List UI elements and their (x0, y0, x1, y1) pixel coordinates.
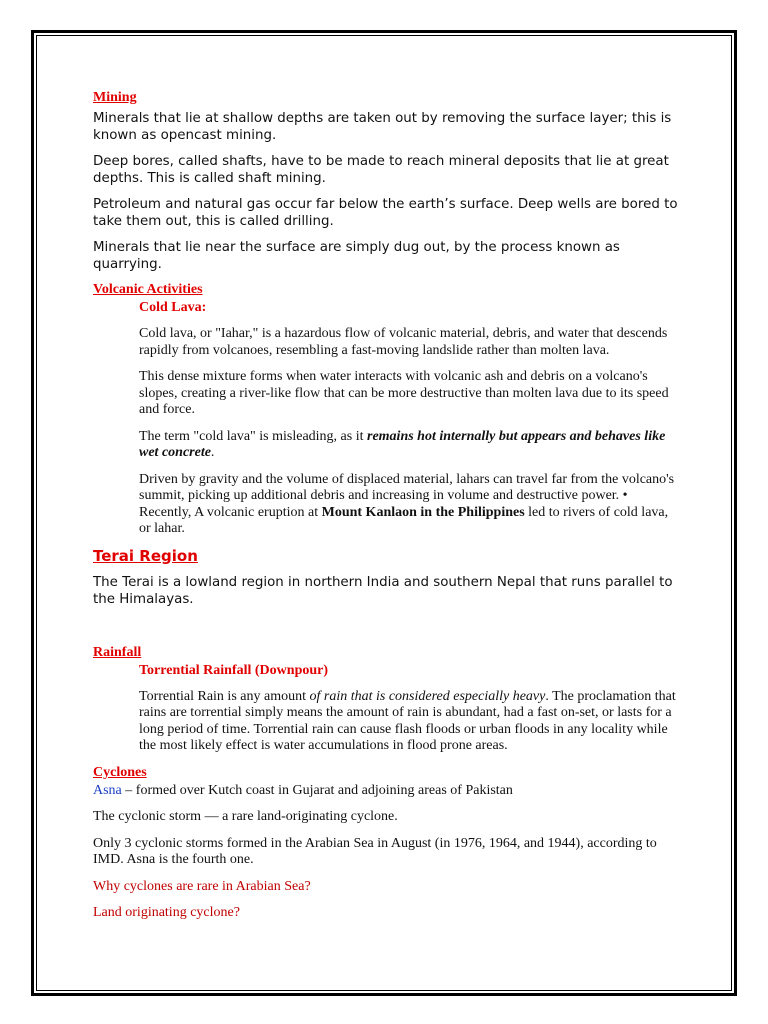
rainfall-heading: Rainfall (93, 644, 142, 660)
cyclones-question-1: Why cyclones are rare in Arabian Sea? (93, 878, 311, 894)
cyclones-paragraph-3: Only 3 cyclonic storms formed in the Arabian Sea in August (in 1976, 1964, and 1944), according to IMD. Asna is the fourth one. (93, 835, 657, 867)
cold-lava-p3-emphasis: remains hot internally but appears and behaves like wet concrete (139, 428, 666, 460)
rainfall-p1-end: . The proclamation that rains are torrential simply means the amount of rain is abundant, had a fast on-set, or lasts for a long period of time. Torrential rain can cause flash floods or urban floods in any locality while the most likely effect is water accumulations in flood prone areas. (139, 688, 676, 753)
cold-lava-subheading: Cold Lava: (139, 300, 207, 315)
cyclones-question-2: Land originating cyclone? (93, 905, 240, 920)
asna-line (93, 783, 683, 800)
terai-paragraph: The Terai is a lowland region in northern India and southern Nepal that runs parallel to the Himalayas. (93, 574, 673, 607)
cold-lava-p3-start: The term "cold lava" is misleading, as it (139, 428, 367, 444)
cold-lava-paragraph-4 (139, 472, 683, 538)
mining-paragraph-1: Minerals that lie at shallow depths are taken out by removing the surface layer; this is known as opencast mining. (93, 111, 672, 143)
volcanic-heading: Volcanic Activities (93, 282, 203, 297)
cold-lava-p4-end: led to rivers of cold lava, or lahar. (139, 504, 669, 536)
mining-heading: Mining (93, 90, 137, 105)
cold-lava-paragraph-3 (139, 429, 683, 462)
cold-lava-paragraph-1: Cold lava, or "Iahar," is a hazardous flow of volcanic material, debris, and water that descends rapidly from volcanoes, resembling a fast-moving landslide rather than molten lava. (139, 326, 668, 358)
cold-lava-p3-end: . (210, 445, 215, 460)
cold-lava-paragraph-2: This dense mixture forms when water interacts with volcanic ash and debris on a volcano's slopes, creating a river-like flow that can be more destructive than molten lava due to its speed and force. (139, 369, 669, 417)
mining-paragraph-3: Petroleum and natural gas occur far below the earth’s surface. Deep wells are bored to take them out, this is called drilling. (93, 197, 678, 229)
cyclones-paragraph-2: The cyclonic storm — a rare land-originating cyclone. (93, 809, 398, 824)
mining-paragraph-4: Minerals that lie near the surface are simply dug out, by the process known as quarrying. (93, 240, 620, 272)
cold-lava-p4-bold: Mount Kanlaon in the Philippines (321, 504, 525, 520)
torrential-rainfall-subheading: Torrential Rainfall (Downpour) (139, 662, 329, 678)
rainfall-p1-italic: of rain that is considered especially heavy (309, 688, 546, 704)
rainfall-p1-start: Torrential Rain is any amount (139, 688, 310, 704)
cyclones-heading: Cyclones (93, 764, 147, 780)
asna-name: Asna (93, 782, 122, 798)
mining-paragraph-2: Deep bores, called shafts, have to be made to reach mineral deposits that lie at great depths. This is called shaft mining. (93, 154, 669, 186)
terai-heading: Terai Region (93, 546, 198, 565)
cold-lava-p4-start: Driven by gravity and the volume of displaced material, lahars can travel far from the volcano's summit, picking up additional debris and increasing in volume and destructive power. • Recently, A volcanic eruption at (139, 471, 675, 520)
rainfall-paragraph (139, 689, 683, 755)
document-body (93, 90, 683, 922)
asna-description: – formed over Kutch coast in Gujarat and adjoining areas of Pakistan (121, 782, 513, 798)
